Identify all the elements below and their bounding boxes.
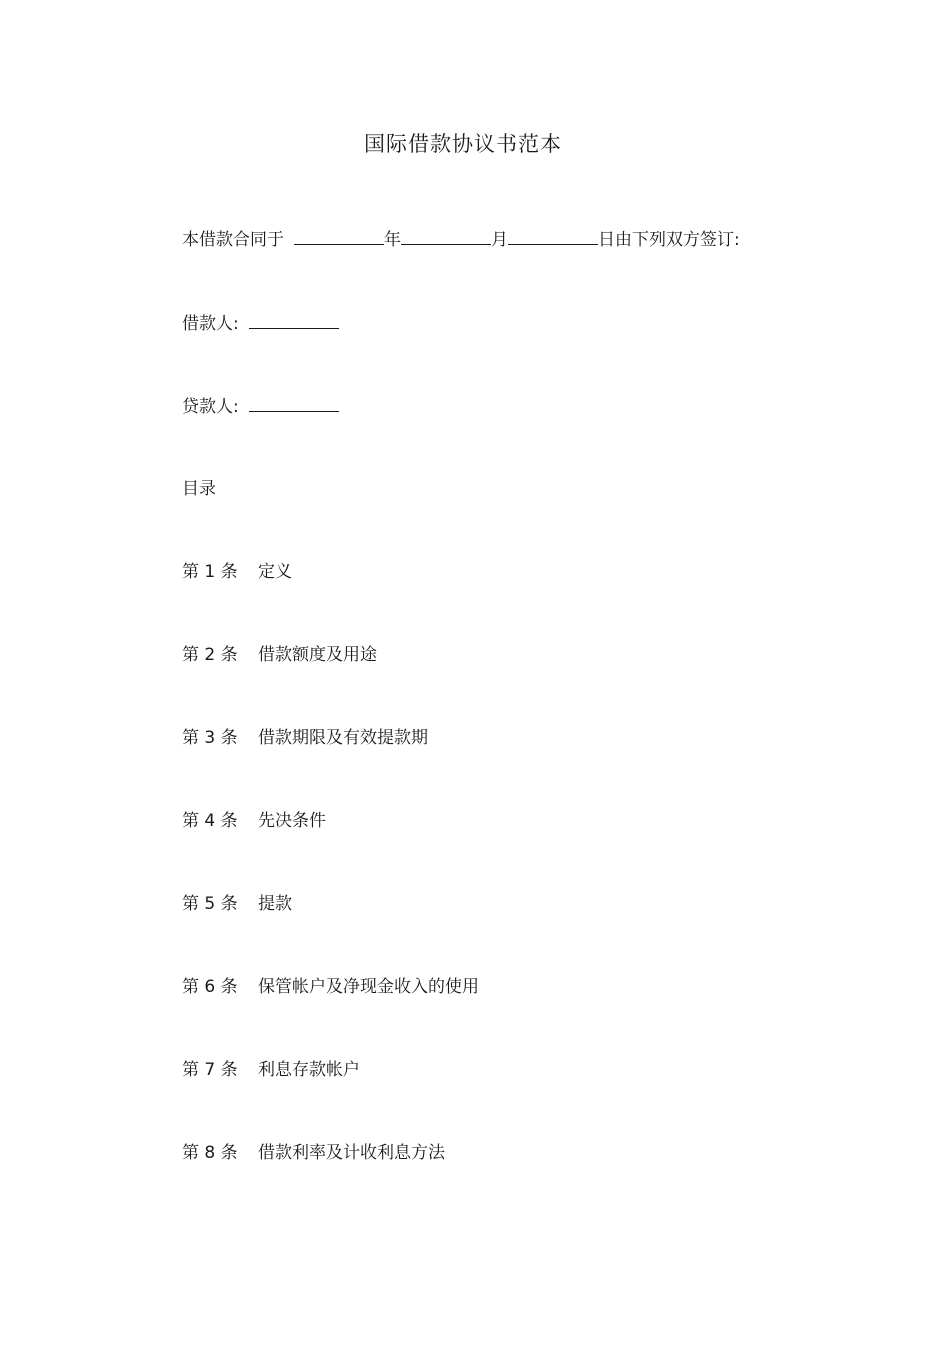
- article-title: 定义: [258, 562, 292, 582]
- intro-prefix: 本借款合同于: [182, 230, 284, 250]
- toc-item: [182, 1141, 445, 1165]
- article-title: 提款: [258, 894, 292, 914]
- toc-item: [182, 726, 428, 750]
- day-blank-day: [508, 227, 598, 245]
- borrower-line: [182, 311, 339, 336]
- toc-heading: 目录: [182, 479, 216, 499]
- toc-item: [182, 892, 292, 916]
- intro-line: [182, 227, 740, 252]
- toc-item: [182, 643, 377, 667]
- toc-item: [182, 1058, 360, 1082]
- lender-line: [182, 394, 339, 419]
- article-number: 第 8 条: [182, 1143, 238, 1163]
- day-blank-year: [294, 227, 384, 245]
- article-number: 第 3 条: [182, 728, 238, 748]
- article-title: 借款利率及计收利息方法: [258, 1143, 445, 1163]
- borrower-label: 借款人:: [182, 314, 239, 334]
- intro-month-label: 月: [491, 230, 508, 250]
- article-number: 第 4 条: [182, 811, 238, 831]
- article-title: 利息存款帐户: [258, 1060, 360, 1080]
- toc-item: [182, 560, 292, 584]
- article-number: 第 2 条: [182, 645, 238, 665]
- article-title: 借款额度及用途: [258, 645, 377, 665]
- article-number: 第 1 条: [182, 562, 238, 582]
- toc-item: [182, 975, 479, 999]
- day-blank-month: [401, 227, 491, 245]
- article-title: 借款期限及有效提款期: [258, 728, 428, 748]
- article-number: 第 5 条: [182, 894, 238, 914]
- document-title: 国际借款协议书范本: [364, 132, 562, 156]
- lender-label: 贷款人:: [182, 397, 239, 417]
- intro-suffix: 日由下列双方签订:: [598, 230, 740, 250]
- intro-year-label: 年: [384, 230, 401, 250]
- lender-blank: [249, 394, 339, 412]
- article-title: 先决条件: [258, 811, 326, 831]
- article-number: 第 6 条: [182, 977, 238, 997]
- borrower-blank: [249, 311, 339, 329]
- article-title: 保管帐户及净现金收入的使用: [258, 977, 479, 997]
- toc-item: [182, 809, 326, 833]
- article-number: 第 7 条: [182, 1060, 238, 1080]
